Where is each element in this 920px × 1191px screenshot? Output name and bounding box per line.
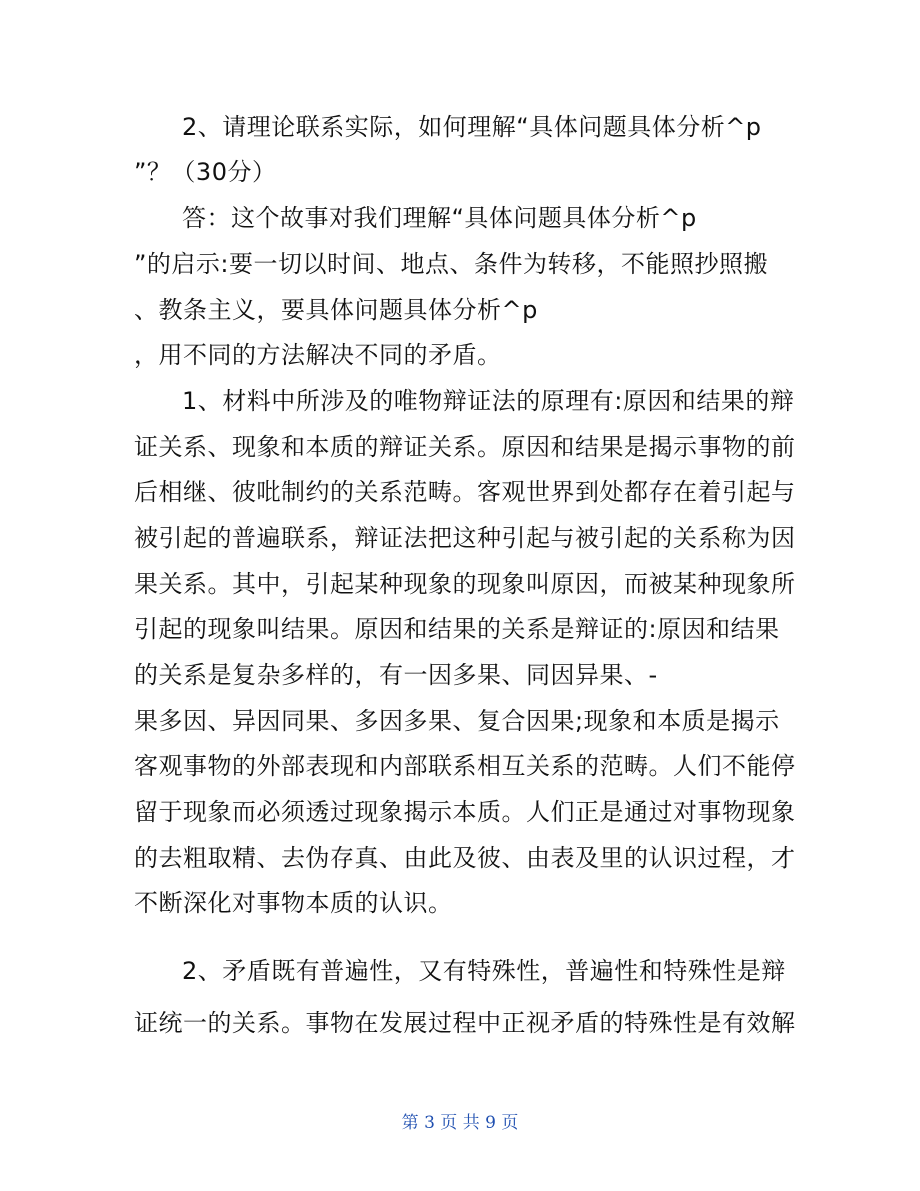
answer-line-3: 、教条主义，要具体问题具体分析^p <box>134 296 538 324</box>
point1-line-3: 后相继、彼吡制约的关系范畴。客观世界到处都存在着引起与 <box>134 478 796 506</box>
point1-line-2: 证关系、现象和本质的辩证关系。原因和结果是揭示事物的前 <box>134 433 796 461</box>
point1-line-4: 被引起的普遍联系，辩证法把这种引起与被引起的关系称为因 <box>134 524 796 552</box>
answer-line-4: ，用不同的方法解决不同的矛盾。 <box>134 341 502 369</box>
point2-line-1: 2、矛盾既有普遍性，又有特殊性，普遍性和特殊性是辩 <box>182 957 786 985</box>
answer-line-2: ”的启示:要一切以时间、地点、条件为转移，不能照抄照搬 <box>134 250 769 278</box>
point1-line-10: 留于现象而必须透过现象揭示本质。人们正是通过对事物现象 <box>134 798 796 826</box>
answer-line-1: 答：这个故事对我们理解“具体问题具体分析^p <box>182 204 697 232</box>
point1-line-11: 的去粗取精、去伪存真、由此及彼、由表及里的认识过程，才 <box>134 844 796 872</box>
point1-line-9: 客观事物的外部表现和内部联系相互关系的范畴。人们不能停 <box>134 752 796 780</box>
question-line-1: 2、请理论联系实际，如何理解“具体问题具体分析^p <box>182 113 762 141</box>
page-number-footer: 第 3 页 共 9 页 <box>401 1113 519 1133</box>
point1-line-5: 果关系。其中，引起某种现象的现象叫原因，而被某种现象所 <box>134 570 796 598</box>
point1-line-8: 果多因、异因同果、多因多果、复合因果;现象和本质是揭示 <box>134 707 780 735</box>
point1-line-7: 的关系是复杂多样的，有一因多果、同因异果、- <box>134 661 658 689</box>
point1-line-12: 不断深化对事物本质的认识。 <box>134 889 453 917</box>
point1-line-6: 引起的现象叫结果。原因和结果的关系是辩证的:原因和结果 <box>134 615 780 643</box>
point2-line-2: 证统一的关系。事物在发展过程中正视矛盾的特殊性是有效解 <box>134 1009 796 1037</box>
point1-line-1: 1、材料中所涉及的唯物辩证法的原理有:原因和结果的辩 <box>182 387 795 415</box>
question-line-2: ”？（30分） <box>134 158 277 186</box>
